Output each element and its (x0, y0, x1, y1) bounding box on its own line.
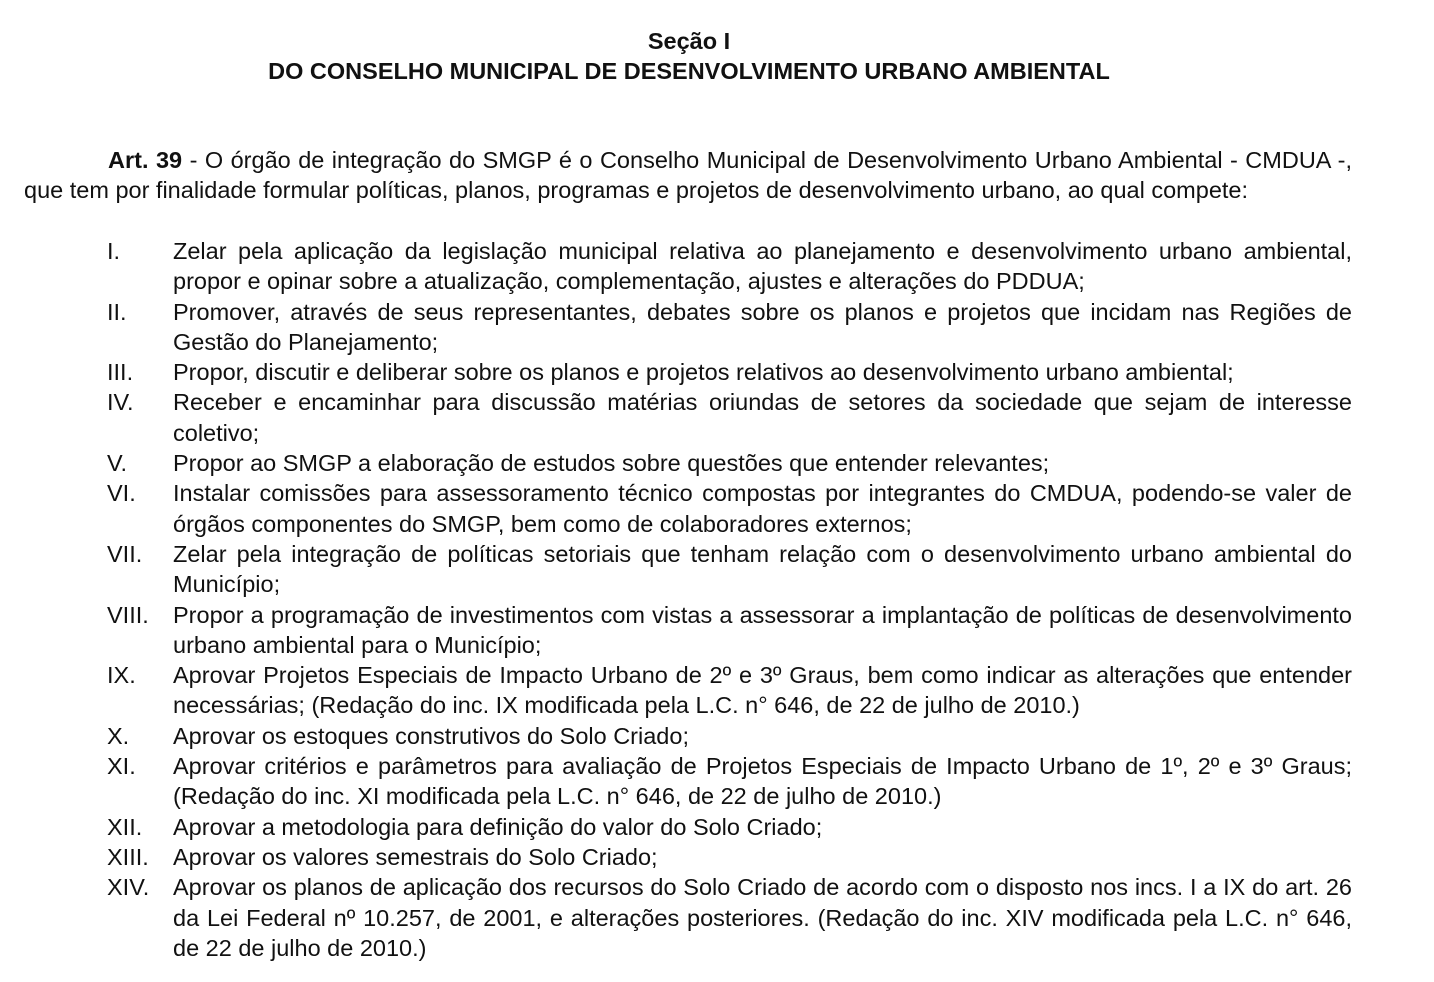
list-item (107, 600, 1352, 661)
article-label: Art. 39 (108, 147, 183, 173)
list-item (107, 478, 1352, 539)
section-title: Seção I (647, 28, 731, 54)
list-item (107, 842, 1352, 872)
item-text: Propor a programação de investimentos com vistas a assessorar a implantação de políticas de desenvolvimento urbano ambiental para o Município; (173, 601, 1352, 658)
article-paragraph (24, 145, 1352, 206)
list-item (107, 872, 1352, 963)
list-item (107, 721, 1352, 751)
item-text: Instalar comissões para assessoramento técnico compostas por integrantes do CMDUA, podendo-se valer de órgãos componentes do SMGP, bem como de colaboradores externos; (173, 480, 1352, 537)
item-number: X. (107, 722, 130, 749)
item-text: Promover, através de seus representantes, debates sobre os planos e projetos que incidam nas Regiões de Gestão do Planejamento; (173, 298, 1352, 355)
item-list (107, 236, 1352, 963)
list-item (107, 236, 1352, 297)
item-number: I. (107, 238, 121, 264)
list-item (107, 660, 1352, 721)
item-number: XII. (107, 813, 143, 840)
list-item (107, 751, 1352, 812)
item-text: Propor ao SMGP a elaboração de estudos sobre questões que entender relevantes; (173, 450, 1050, 477)
item-number: XI. (107, 753, 136, 780)
list-item (107, 812, 1352, 842)
section-subtitle: DO CONSELHO MUNICIPAL DE DESENVOLVIMENTO URBANO AMBIENTAL (268, 58, 1110, 84)
list-item (107, 297, 1352, 358)
item-number: III. (107, 359, 134, 386)
item-number: IV. (107, 389, 134, 416)
list-item (107, 448, 1352, 478)
item-number: XIII. (107, 843, 149, 870)
item-number: VII. (107, 540, 143, 567)
item-text: Aprovar os valores semestrais do Solo Criado; (173, 843, 658, 870)
item-number: XIV. (107, 874, 150, 901)
item-text: Zelar pela aplicação da legislação municipal relativa ao planejamento e desenvolvimento urbano ambiental, propor e opinar sobre a atualização, complementação, ajustes e alterações do PDDUA; (173, 238, 1352, 295)
item-text: Aprovar os estoques construtivos do Solo Criado; (173, 722, 689, 749)
item-text: Receber e encaminhar para discussão matérias oriundas de setores da sociedade que sejam de interesse coletivo; (173, 389, 1352, 446)
item-text: Propor, discutir e deliberar sobre os planos e projetos relativos ao desenvolvimento urbano ambiental; (173, 359, 1234, 386)
list-item (107, 539, 1352, 600)
list-item (107, 387, 1352, 448)
item-number: VIII. (107, 601, 149, 628)
item-text: Aprovar Projetos Especiais de Impacto Urbano de 2º e 3º Graus, bem como indicar as alterações que entender necessárias; (Redação do inc. IX modificada pela L.C. n° 646, de 22 de julho de 2010.) (173, 662, 1352, 719)
item-text: Aprovar a metodologia para definição do valor do Solo Criado; (173, 813, 823, 840)
article-text: - O órgão de integração do SMGP é o Conselho Municipal de Desenvolvimento Urbano Ambiental - CMDUA -, que tem por finalidade formular políticas, planos, programas e projetos de desenvolvimento urbano, ao qual compete: (24, 147, 1353, 204)
item-text: Aprovar critérios e parâmetros para avaliação de Projetos Especiais de Impacto Urbano de 1º, 2º e 3º Graus; (Redação do inc. XI modificada pela L.C. n° 646, de 22 de julho de 2010.) (173, 753, 1352, 810)
item-number: II. (107, 298, 127, 325)
list-item (107, 357, 1352, 387)
item-text: Aprovar os planos de aplicação dos recursos do Solo Criado de acordo com o disposto nos incs. I a IX do art. 26 da Lei Federal nº 10.257, de 2001, e alterações posteriores. (Redação do inc. XIV modificada pela L.C. n° 646, de 22 de julho de 2010.) (173, 874, 1352, 961)
item-text: Zelar pela integração de políticas setoriais que tenham relação com o desenvolvimento urbano ambiental do Município; (173, 540, 1352, 598)
item-number: V. (107, 450, 128, 477)
item-number: IX. (107, 662, 136, 689)
item-number: VI. (107, 480, 136, 507)
